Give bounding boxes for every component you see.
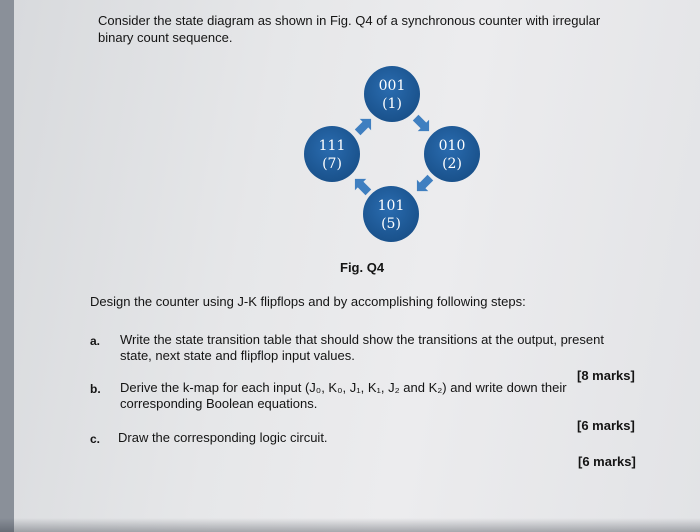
intro-line-2: binary count sequence.	[98, 30, 233, 45]
page-shadow	[0, 518, 700, 532]
step-a-line-2: state, next state and flipflop input values.	[120, 348, 355, 363]
state-decimal: (1)	[382, 96, 402, 112]
step-text-b	[120, 380, 650, 412]
marks-step-b: [6 marks]	[577, 418, 635, 433]
step-c-line-1: Draw the corresponding logic circuit.	[118, 430, 328, 445]
step-text-a	[120, 332, 650, 364]
state-decimal: (2)	[442, 156, 462, 172]
state-node-001	[364, 66, 420, 122]
step-b-line-1: Derive the k-map for each input (J₀, K₀, J₁, K₁, J₂ and K₂) and write down their	[120, 380, 567, 395]
state-node-101	[363, 186, 419, 242]
intro-line-1: Consider the state diagram as shown in Fig. Q4 of a synchronous counter with irregular	[98, 13, 601, 28]
state-node-111	[304, 126, 360, 182]
state-code: 010	[438, 138, 466, 154]
transition-arrow-5-to-7	[349, 173, 374, 198]
state-code: 111	[318, 138, 346, 154]
marks-step-a: [8 marks]	[577, 368, 635, 383]
step-letter-a: a.	[90, 334, 101, 348]
figure-caption: Fig. Q4	[340, 260, 385, 275]
step-letter-c: c.	[90, 432, 101, 446]
step-b-line-2: corresponding Boolean equations.	[120, 396, 318, 411]
transition-arrow-1-to-2	[410, 112, 435, 137]
design-prompt: Design the counter using J-K flipflops and by accomplishing following steps:	[90, 294, 526, 309]
state-decimal: (7)	[322, 156, 342, 172]
step-letter-b: b.	[90, 382, 101, 396]
state-decimal: (5)	[381, 216, 401, 232]
state-node-010	[424, 126, 480, 182]
state-code: 101	[377, 198, 405, 214]
transition-arrow-2-to-5	[411, 172, 436, 197]
transition-arrow-7-to-1	[352, 113, 377, 138]
step-text-c	[118, 430, 518, 446]
step-a-line-1: Write the state transition table that should show the transitions at the output, present	[120, 332, 604, 347]
state-code: 001	[378, 78, 406, 94]
marks-step-c: [6 marks]	[578, 454, 636, 469]
